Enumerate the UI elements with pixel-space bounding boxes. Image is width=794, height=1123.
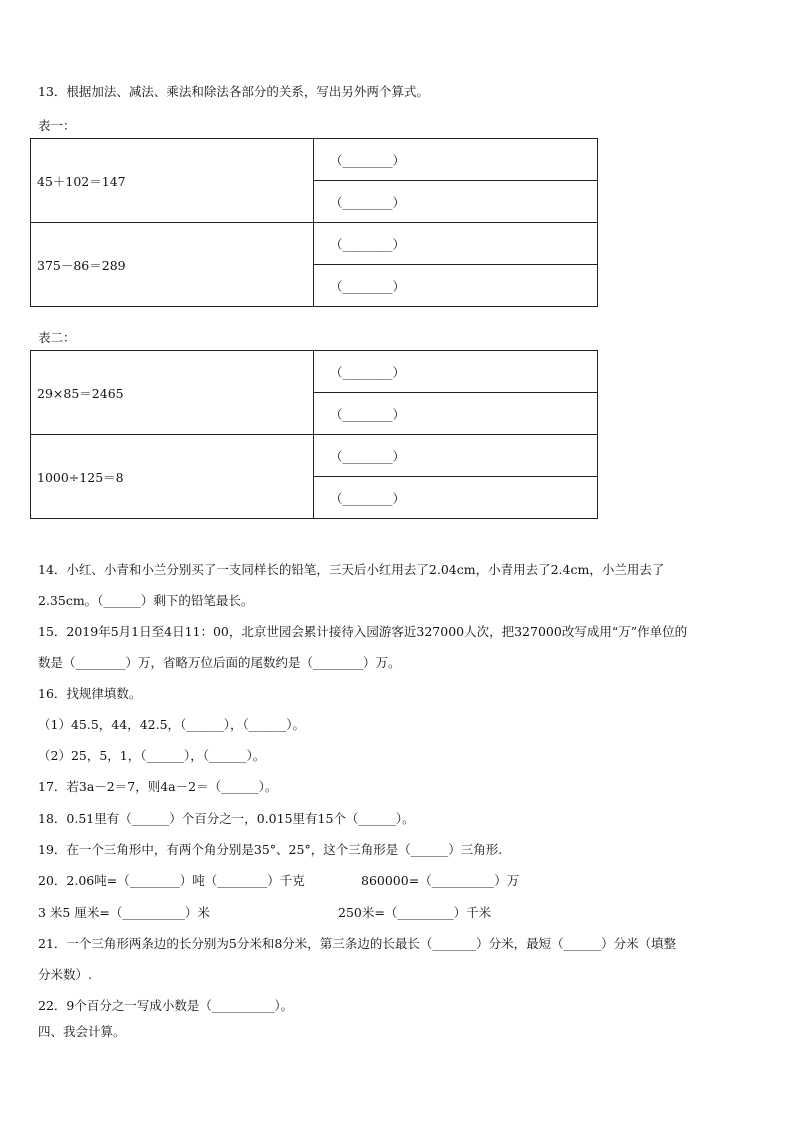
answer-blank[interactable]: （________） <box>314 181 598 223</box>
table1-expression-1: 45＋102＝147 <box>31 139 314 223</box>
q14-line-2: 2.35cm。（______）剩下的铅笔最长。 <box>38 593 254 608</box>
answer-blank[interactable]: （________） <box>314 139 598 181</box>
q20-row-2-left: 3 米5 厘米=（__________）米 <box>38 905 210 920</box>
table2-caption: 表二： <box>38 330 76 345</box>
table2 <box>30 350 598 519</box>
answer-blank[interactable]: （________） <box>314 477 598 519</box>
q16-part-1: （1）45.5，44，42.5，（______），（______）。 <box>38 717 306 732</box>
answer-blank[interactable]: （________） <box>314 265 598 307</box>
section-4-heading: 四、我会计算。 <box>38 1024 126 1039</box>
table1-caption: 表一： <box>38 118 76 133</box>
answer-blank[interactable]: （________） <box>314 393 598 435</box>
answer-blank[interactable]: （________） <box>314 223 598 265</box>
q20-row-2-right: 250米=（_________）千米 <box>338 905 492 920</box>
answer-blank[interactable]: （________） <box>314 435 598 477</box>
q22: 22．9个百分之一写成小数是（__________）。 <box>38 998 294 1013</box>
answer-blank[interactable]: （________） <box>314 351 598 393</box>
q20-row-1-left: 20．2.06吨=（________）吨（________）千克 <box>38 873 305 888</box>
table2-expression-2: 1000÷125＝8 <box>31 435 314 519</box>
table1-expression-2: 375－86＝289 <box>31 223 314 307</box>
table1 <box>30 138 598 307</box>
q21-line-1: 21．一个三角形两条边的长分别为5分米和8分米，第三条边的长最长（_______）分米，最短（______）分米（填整 <box>38 936 677 951</box>
q16-stem: 16．找规律填数。 <box>38 686 142 701</box>
q18: 18．0.51里有（______）个百分之一，0.015里有15个（______）。 <box>38 811 415 826</box>
q13-stem: 13．根据加法、减法、乘法和除法各部分的关系，写出另外两个算式。 <box>38 84 429 99</box>
q20-row-1-right: 860000=（__________）万 <box>361 873 520 888</box>
q17: 17．若3a－2＝7，则4a－2＝（______）。 <box>38 779 278 794</box>
q21-line-2: 分米数）. <box>38 967 92 982</box>
q15-line-1: 15．2019年5月1日至4日11：00，北京世园会累计接待入园游客近327000人次，把327000改写成用“万”作单位的 <box>38 624 688 639</box>
q15-line-2: 数是（________）万，省略万位后面的尾数约是（________）万。 <box>38 655 401 670</box>
q16-part-2: （2）25，5，1，（______），（______）。 <box>38 748 266 763</box>
q19: 19．在一个三角形中，有两个角分别是35°、25°，这个三角形是（______）三角形. <box>38 842 503 857</box>
q14-line-1: 14．小红、小青和小兰分别买了一支同样长的铅笔，三天后小红用去了2.04cm，小青用去了2.4cm，小兰用去了 <box>38 562 665 577</box>
table2-expression-1: 29×85＝2465 <box>31 351 314 435</box>
